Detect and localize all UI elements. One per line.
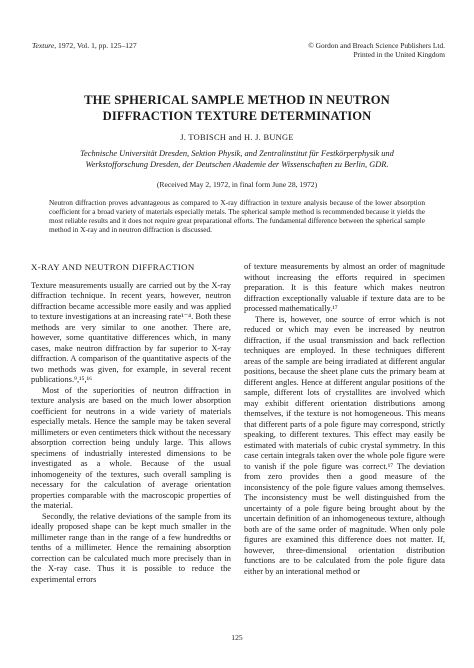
title-line-2: DIFFRACTION TEXTURE DETERMINATION (102, 109, 372, 123)
paragraph: Texture measurements usually are carried out by the X-ray diffraction technique. In recent years, however, neutron diffraction became accessible more easily and was applied to texture investigations at an increasing rate¹⁻⁴. Both these methods are very similar to one another. There are, however, some quantitative differences which, in many cases, make neutron diffraction by far superior to X-ray diffraction. A comparison of the quantitative aspects of the two methods was given, for example, in several recent publications.⁹,¹⁵,¹⁶ (31, 280, 231, 384)
citation-details: , 1972, Vol. 1, pp. 125–127 (54, 41, 137, 50)
section-heading: X-RAY AND NEUTRON DIFFRACTION (31, 262, 195, 272)
left-column (31, 262, 231, 585)
article-title (30, 92, 444, 124)
paragraph: Most of the superiorities of neutron diffraction in texture analysis are based on the much lower absorption coefficient for neutrons in a wide variety of materials especially metals. Hence the sample may be taken several millimeters or even centimeters thick without the necessary absorption correction being unduly large. This allows specimens of industrially interested dimensions to be investigated as a whole. Because of the usual inhomogeneity of the textures, such overall sampling is necessary for the calculation of average orientation properties comparable with the macroscopic properties of the material. (31, 385, 231, 510)
page-number: 125 (231, 633, 243, 642)
affiliation-line-2: Werkstofforschung Dresden, der Deutschen Akademie der Wissenschaften zu Berlin, GDR. (85, 160, 389, 169)
authors: J. TOBISCH and H. J. BUNGE (180, 133, 294, 142)
journal-name: Texture (32, 41, 55, 50)
journal-citation (32, 41, 137, 50)
printed-line: Printed in the United Kingdom (353, 50, 445, 59)
right-column (244, 262, 445, 577)
paragraph: of texture measurements by almost an order of magnitude without increasing the efforts required in specimen preparation. It is this feature which makes neutron diffraction exceptionally valuable if texture data are to be processed mathematically.¹⁷ (244, 262, 445, 313)
copyright-line: © Gordon and Breach Science Publishers Ltd. (308, 41, 445, 50)
paragraph: Secondly, the relative deviations of the sample from its ideally proposed shape can be kept much smaller in the millimeter range than in the range of a few hundredths or tenths of a millimeter. Hence the remaining absorption correction can be calculated much more precisely than in the X-ray case. Thus it is possible to reduce the experimental errors (31, 511, 231, 584)
received-date: (Received May 2, 1972, in final form June 28, 1972) (156, 180, 318, 189)
affiliation (38, 148, 436, 170)
abstract: Neutron diffraction proves advantageous as compared to X-ray diffraction in texture analysis because of the lower absorption coefficient for a broad variety of materials especially metals. The spherical sample method is recommended because it yields the most reliable results and it does not require great preparational efforts. The fundamental difference between the spherical sample method in X-ray and in neutron diffraction is discussed. (49, 198, 425, 234)
paragraph: There is, however, one source of error which is not reduced or which may even be increased by neutron diffraction, if the usual transmission and back reflection techniques are employed. In these techniques different areas of the sample are being irradiated at different angular positions, because the sheet plane cuts the primary beam at different angles. Hence at different angular positions of the sample, different lots of crystallites are involved which may exhibit different orientation distributions among themselves, if the texture is not homogeneous. This means that different parts of a pole figure may correspond, strictly speaking, to different textures. This effect may easily be estimated with materials of cubic crystal symmetry. In this case certain integrals taken over the whole pole figure were to vanish if the pole figure was correct.¹⁷ The deviation from zero provides then a good measure of the inconsistency of the pole figure values among themselves. The inconsistency must be well distinguished from the uncertainty of a pole figure being brought about by the uncertain definition of an inhomogeneous texture, although both are of the same order of magnitude. When only pole figures are examined this difference does not matter. If, however, three-dimensional orientation distribution functions are to be calculated from the pole figure data either by an interational method or (244, 314, 445, 576)
publisher-notice (308, 41, 445, 59)
affiliation-line-1: Technische Universität Dresden, Sektion Physik, and Zentralinstitut für Festkörperphysik und (80, 149, 394, 158)
title-line-1: THE SPHERICAL SAMPLE METHOD IN NEUTRON (84, 93, 390, 107)
